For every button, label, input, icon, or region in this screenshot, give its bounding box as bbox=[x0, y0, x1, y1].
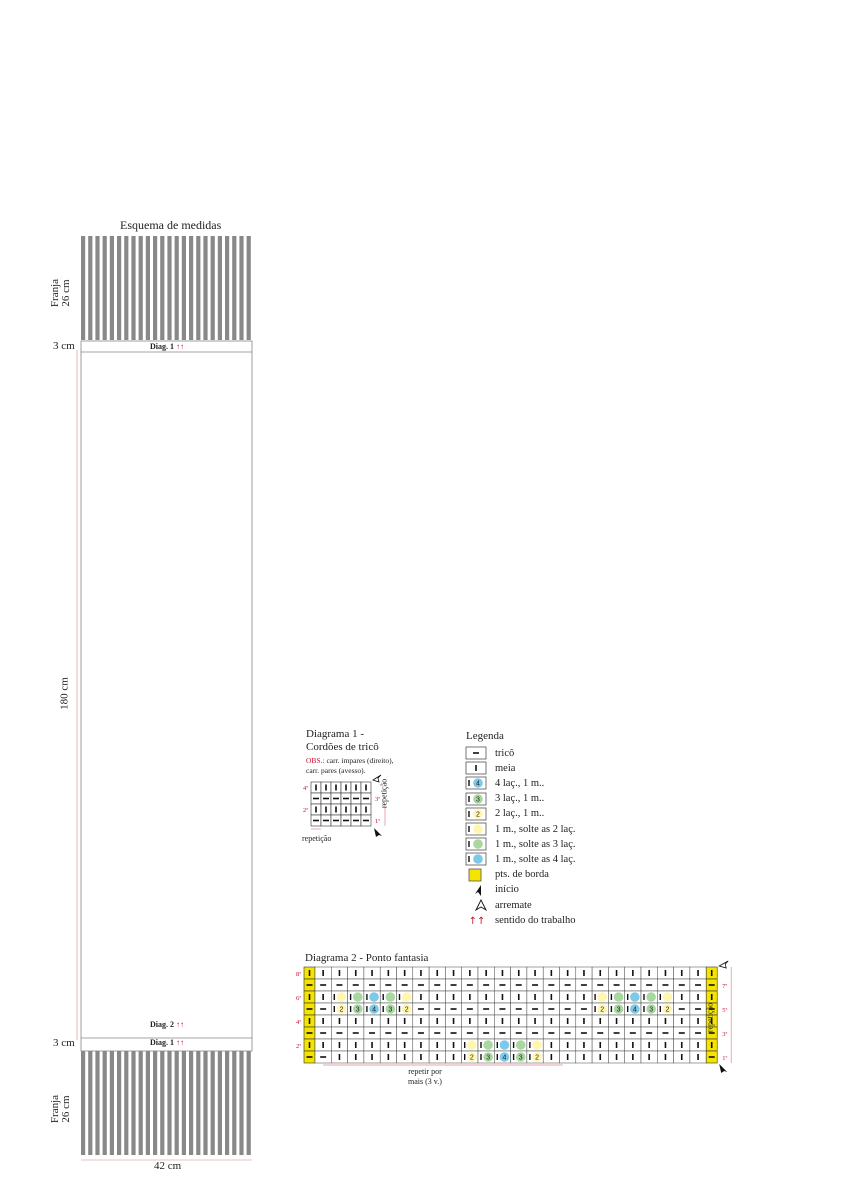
legend-label: tricô bbox=[495, 747, 515, 759]
direction-arrows: ↑↑ bbox=[468, 916, 486, 928]
diagram2-repeat-side: repetição bbox=[705, 1002, 715, 1033]
legend-item-sentido bbox=[465, 913, 575, 927]
wrap-count: 2 bbox=[404, 1006, 409, 1014]
fringe-stripe bbox=[153, 1051, 157, 1155]
wrap-count: 2 bbox=[469, 1054, 474, 1062]
diagram2-title: Diagrama 2 - Ponto fantasia bbox=[305, 952, 429, 964]
drop-mark bbox=[353, 992, 363, 1002]
drop-mark bbox=[516, 1040, 526, 1050]
legend-swatch bbox=[469, 869, 481, 881]
diagram1-title: Diagrama 1 - Cordões de tricô bbox=[306, 728, 379, 753]
start-arrow-icon bbox=[374, 828, 382, 837]
drop-mark bbox=[402, 992, 412, 1002]
diagram1-row-label: 3ª bbox=[375, 796, 381, 803]
bottom-fringe bbox=[81, 1051, 251, 1155]
wrap-count: 4 bbox=[502, 1054, 507, 1062]
top-fringe bbox=[81, 236, 251, 340]
diagram1-repeat-bottom: repetição bbox=[302, 834, 332, 843]
legend-item-inicio bbox=[465, 883, 519, 897]
sentido-icon bbox=[465, 913, 489, 927]
solte3-icon bbox=[465, 837, 489, 851]
fringe-stripe bbox=[124, 1051, 128, 1155]
lac2-icon bbox=[465, 807, 489, 821]
fringe-stripe bbox=[131, 236, 135, 340]
drop-mark bbox=[467, 1040, 477, 1050]
legend-item-solte2 bbox=[465, 822, 575, 836]
fringe-stripe bbox=[175, 1051, 179, 1155]
legend-item-trico bbox=[465, 746, 514, 760]
legend-label: sentido do trabalho bbox=[495, 914, 576, 926]
drop-mark bbox=[614, 992, 624, 1002]
fringe-stripe bbox=[88, 1051, 92, 1155]
fringe-stripe bbox=[167, 236, 171, 340]
fringe-stripe bbox=[211, 1051, 215, 1155]
wrap-count: 3 bbox=[388, 1006, 393, 1014]
fringe-stripe bbox=[146, 1051, 150, 1155]
bottom-band1-label: Diag. 2 ↑↑ bbox=[150, 1020, 184, 1029]
legend-item-lac3 bbox=[465, 792, 544, 806]
legend-label: 2 laç., 1 m.. bbox=[495, 808, 545, 820]
wrap-count: 2 bbox=[665, 1006, 670, 1014]
fringe-stripe bbox=[88, 236, 92, 340]
legend-item-lac2 bbox=[465, 807, 544, 821]
fringe-stripe bbox=[232, 236, 236, 340]
diagram2-grid bbox=[288, 960, 728, 1072]
diagram1-row-label: 4ª bbox=[302, 785, 308, 792]
legend-label: arremate bbox=[495, 899, 532, 911]
fringe-stripe bbox=[139, 236, 143, 340]
fringe-stripe bbox=[247, 236, 251, 340]
trico-icon bbox=[465, 746, 489, 760]
wrap-count: 2 bbox=[535, 1054, 540, 1062]
legend-label: 1 m., solte as 4 laç. bbox=[495, 853, 576, 865]
drop-mark bbox=[473, 824, 483, 834]
fringe-stripe bbox=[182, 236, 186, 340]
diagram2-row-label: 3ª bbox=[722, 1031, 728, 1038]
legend-label: 3 laç., 1 m.. bbox=[495, 793, 545, 805]
legend-label: 4 laç., 1 m.. bbox=[495, 777, 545, 789]
arremate-icon bbox=[465, 898, 489, 912]
drop-mark bbox=[473, 839, 483, 849]
start-arrow-icon bbox=[719, 1064, 727, 1073]
fringe-stripe bbox=[95, 1051, 99, 1155]
meia-icon bbox=[465, 761, 489, 775]
drop-mark bbox=[500, 1040, 510, 1050]
fringe-stripe bbox=[225, 1051, 229, 1155]
legend-label: 1 m., solte as 2 laç. bbox=[495, 823, 576, 835]
fringe-stripe bbox=[124, 236, 128, 340]
legend-title: Legenda bbox=[466, 730, 504, 742]
drop-mark bbox=[532, 1040, 542, 1050]
drop-mark bbox=[386, 992, 396, 1002]
legend-item-arremate bbox=[465, 898, 532, 912]
start-arrow-shape bbox=[475, 885, 481, 896]
diagram1-row-label: 1ª bbox=[375, 818, 381, 825]
legend-item-solte4 bbox=[465, 852, 575, 866]
fringe-stripe bbox=[247, 1051, 251, 1155]
lac4-icon bbox=[465, 776, 489, 790]
fringe-stripe bbox=[160, 236, 164, 340]
legend-label: meia bbox=[495, 762, 516, 774]
fringe-stripe bbox=[146, 236, 150, 340]
legend-item-solte3 bbox=[465, 837, 575, 851]
wrap-count: 3 bbox=[616, 1006, 621, 1014]
legend-item-lac4 bbox=[465, 776, 544, 790]
diagram2-row-label: 8ª bbox=[295, 971, 301, 978]
fringe-stripe bbox=[117, 1051, 121, 1155]
fringe-stripe bbox=[239, 236, 243, 340]
diagram1-row-label: 2ª bbox=[302, 807, 308, 814]
wrap-count: 4 bbox=[476, 780, 480, 788]
fringe-stripe bbox=[167, 1051, 171, 1155]
fringe-stripe bbox=[232, 1051, 236, 1155]
scheme-title: Esquema de medidas bbox=[120, 218, 222, 232]
diagram1-repeat-side: repetição bbox=[379, 778, 389, 809]
fringe-bottom-label: Franja 26 cm bbox=[49, 1094, 72, 1124]
diagram2-row-label: 5ª bbox=[722, 1007, 728, 1014]
wrap-count: 3 bbox=[518, 1054, 523, 1062]
fringe-stripe bbox=[189, 1051, 193, 1155]
inicio-icon bbox=[465, 883, 489, 897]
fringe-stripe bbox=[81, 236, 85, 340]
wrap-count: 3 bbox=[486, 1054, 491, 1062]
fringe-stripe bbox=[103, 236, 107, 340]
drop-mark bbox=[473, 855, 483, 865]
finish-arrow-icon bbox=[719, 961, 728, 968]
legend-label: pts. de borda bbox=[495, 869, 549, 881]
drop-mark bbox=[663, 992, 673, 1002]
scarf-body bbox=[81, 341, 252, 1051]
fringe-stripe bbox=[95, 236, 99, 340]
fringe-stripe bbox=[110, 236, 114, 340]
diagram2-row-label: 1ª bbox=[722, 1055, 728, 1062]
fringe-stripe bbox=[196, 1051, 200, 1155]
wrap-count: 2 bbox=[339, 1006, 344, 1014]
solte4-icon bbox=[465, 852, 489, 866]
legend-label: início bbox=[495, 884, 519, 896]
solte2-icon bbox=[465, 822, 489, 836]
fringe-stripe bbox=[81, 1051, 85, 1155]
legend-item-borda bbox=[465, 868, 549, 882]
fringe-top-label: Franja 26 cm bbox=[49, 278, 72, 308]
fringe-stripe bbox=[211, 236, 215, 340]
bottom-border-size: 3 cm bbox=[53, 1037, 75, 1049]
drop-mark bbox=[369, 992, 379, 1002]
wrap-count: 4 bbox=[632, 1006, 637, 1014]
fringe-stripe bbox=[110, 1051, 114, 1155]
fringe-stripe bbox=[239, 1051, 243, 1155]
fringe-stripe bbox=[218, 1051, 222, 1155]
diagram2-row-label: 2ª bbox=[295, 1043, 301, 1050]
finish-arrow-shape bbox=[476, 900, 486, 910]
legend-item-meia bbox=[465, 761, 515, 775]
width-label: 42 cm bbox=[154, 1160, 182, 1172]
wrap-count: 4 bbox=[372, 1006, 377, 1014]
lac3-icon bbox=[465, 792, 489, 806]
fringe-stripe bbox=[153, 236, 157, 340]
wrap-count: 3 bbox=[649, 1006, 654, 1014]
wrap-count: 3 bbox=[355, 1006, 360, 1014]
diagram2-repeat-bottom: repetir por mais (3 v.) bbox=[408, 1067, 442, 1086]
diagram1-obs: OBS.: carr. impares (direito), carr. pares (avesso). bbox=[306, 756, 394, 775]
borda-icon bbox=[465, 868, 489, 882]
top-band-label: Diag. 1 ↑↑ bbox=[150, 342, 184, 351]
legend-label: 1 m., solte as 3 laç. bbox=[495, 838, 576, 850]
fringe-stripe bbox=[160, 1051, 164, 1155]
drop-mark bbox=[483, 1040, 493, 1050]
fringe-stripe bbox=[131, 1051, 135, 1155]
fringe-stripe bbox=[225, 236, 229, 340]
fringe-stripe bbox=[117, 236, 121, 340]
length-label: 180 cm bbox=[58, 677, 71, 710]
fringe-stripe bbox=[103, 1051, 107, 1155]
bottom-band2-label: Diag. 1 ↑↑ bbox=[150, 1038, 184, 1047]
drop-mark bbox=[630, 992, 640, 1002]
wrap-count: 2 bbox=[476, 811, 480, 819]
diagram2-row-label: 4ª bbox=[295, 1019, 301, 1026]
fringe-stripe bbox=[189, 236, 193, 340]
drop-mark bbox=[337, 992, 347, 1002]
fringe-stripe bbox=[196, 236, 200, 340]
fringe-stripe bbox=[203, 236, 207, 340]
fringe-stripe bbox=[218, 236, 222, 340]
diagram2-row-label: 6ª bbox=[295, 995, 301, 1002]
top-border-size: 3 cm bbox=[53, 340, 75, 352]
fringe-stripe bbox=[182, 1051, 186, 1155]
fringe-stripe bbox=[175, 236, 179, 340]
fringe-stripe bbox=[139, 1051, 143, 1155]
fringe-stripe bbox=[203, 1051, 207, 1155]
drop-mark bbox=[646, 992, 656, 1002]
diagram2-row-label: 7ª bbox=[722, 983, 728, 990]
wrap-count: 2 bbox=[600, 1006, 605, 1014]
drop-mark bbox=[597, 992, 607, 1002]
wrap-count: 3 bbox=[476, 796, 480, 804]
